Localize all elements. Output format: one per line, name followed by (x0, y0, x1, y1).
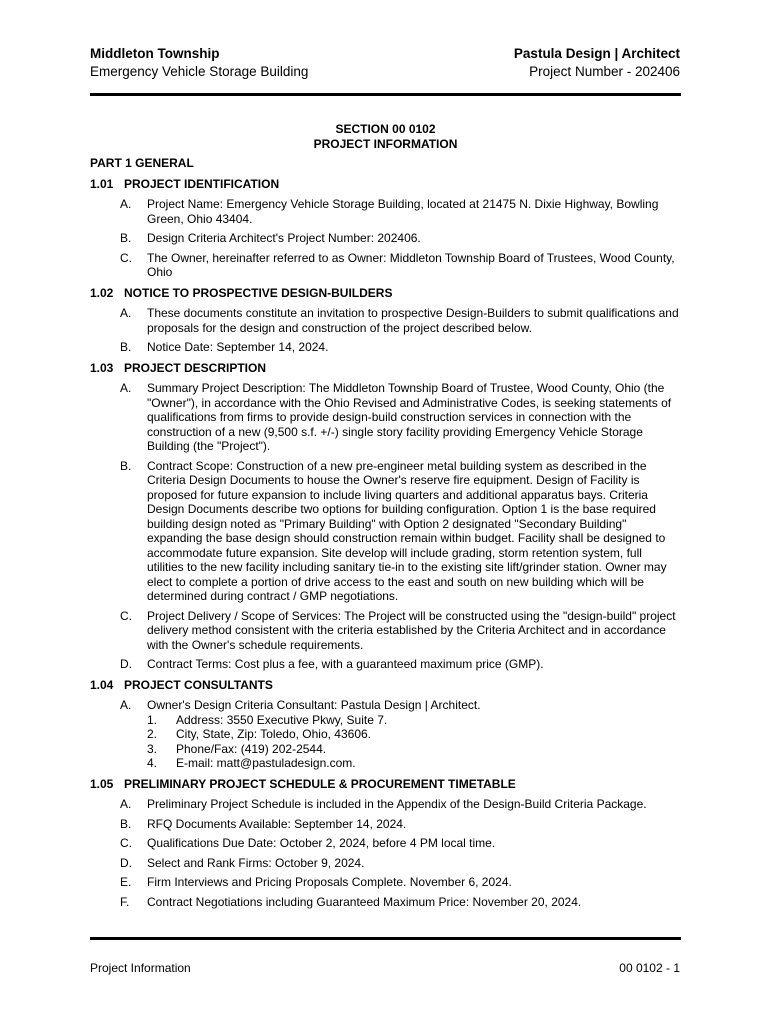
sub-item-text: Phone/Fax: (419) 202-2544. (176, 741, 327, 756)
section-title: PROJECT INFORMATION (313, 137, 458, 151)
article-heading (90, 777, 681, 792)
item-text: Contract Scope: Construction of a new pre-engineer metal building system as described in the Criteria Design Documents to house the Owner's reserve fire equipment. Design of Facility is proposed for future expansion to include living quarters and additional apparatus bays. Criteria Design Documents describe two options for building configuration. Option 1 is the base required building design noted as "Primary Building" with Option 2 designated "Secondary Building" expanding the base design should construction remain within budget. Facility shall be designed to accommodate future expansion. Site develop will include grading, storm retention system, full utilities to the new facility including sanitary tie-in to the existing site lift/grinder station. Owner may elect to complete a portion of drive access to the east and south on new building which will be determined during contract / GMP negotiations. (147, 458, 667, 603)
item-text: Design Criteria Architect's Project Number: 202406. (147, 231, 421, 245)
section-number: SECTION 00 0102 (335, 122, 436, 136)
article-title: PROJECT CONSULTANTS (124, 677, 273, 692)
item-letter: C. (120, 836, 132, 850)
list-item (90, 657, 681, 672)
item-text: Contract Terms: Cost plus a fee, with a guaranteed maximum price (GMP). (147, 657, 544, 671)
article-title: PROJECT DESCRIPTION (124, 360, 267, 375)
article-item-list (90, 797, 681, 909)
sub-list-item (147, 727, 681, 742)
item-letter: B. (120, 340, 132, 354)
article-title: PRELIMINARY PROJECT SCHEDULE & PROCUREMENT TIMETABLE (124, 776, 516, 791)
list-item (90, 231, 681, 246)
list-item (90, 306, 681, 335)
item-letter: E. (120, 875, 132, 889)
sub-list-item (147, 713, 681, 728)
footer-rule (90, 937, 681, 940)
item-text: Contract Negotiations including Guaranteed Maximum Price: November 20, 2024. (147, 894, 582, 909)
sub-item-text: City, State, Zip: Toledo, Ohio, 43606. (176, 727, 371, 741)
item-letter: D. (120, 657, 132, 671)
item-letter: A. (120, 381, 132, 395)
item-letter: D. (120, 855, 132, 870)
item-letter: C. (120, 250, 132, 265)
article-number: 1.04 (90, 677, 114, 692)
section-heading (90, 122, 681, 152)
sub-list-item (147, 742, 681, 757)
list-item (90, 251, 681, 280)
header-project-number: Project Number - 202406 (529, 64, 680, 79)
item-text: Project Name: Emergency Vehicle Storage Building, located at 21475 N. Dixie Highway, Bowling Green, Ohio 43404. (147, 197, 659, 226)
item-text: Owner's Design Criteria Consultant: Pastula Design | Architect. (147, 698, 481, 712)
list-item (90, 340, 681, 355)
item-text: Preliminary Project Schedule is included in the Appendix of the Design-Build Criteria Package. (147, 797, 647, 811)
list-item (90, 698, 681, 771)
list-item (90, 856, 681, 871)
article-item-list (90, 306, 681, 355)
header-project-name: Emergency Vehicle Storage Building (90, 64, 309, 79)
article-heading (90, 678, 681, 693)
list-item (90, 797, 681, 812)
item-text: The Owner, hereinafter referred to as Owner: Middleton Township Board of Trustees, Wood County, Ohio (147, 250, 675, 279)
article-number: 1.01 (90, 176, 114, 191)
article-item-list (90, 698, 681, 771)
item-letter: A. (120, 698, 132, 712)
article-item-list (90, 197, 681, 280)
item-letter: A. (120, 797, 132, 811)
item-text: Project Delivery / Scope of Services: The Project will be constructed using the "design-build" project delivery method consistent with the criteria established by the Criteria Architect and in accordance with the Owner's schedule requirements. (147, 608, 676, 652)
item-letter: A. (120, 306, 132, 320)
article-heading (90, 361, 681, 376)
sub-item-number: 1. (147, 712, 158, 727)
item-text: Notice Date: September 14, 2024. (147, 340, 329, 354)
item-text: These documents constitute an invitation to prospective Design-Builders to submit qualifications and proposals for the design and construction of the project described below. (147, 306, 679, 335)
item-letter: C. (120, 608, 132, 623)
item-text: Summary Project Description: The Middleton Township Board of Trustee, Wood County, Ohio (the "Owner"), in accordance with the Ohio Revised and Administrative Codes, is seeking statements of qualifications from firms to provide design-build construction services in connection with the construction of a new (9,500 s.f. +/-) single story facility providing Emergency Vehicle Storage Building (the "Project"). (147, 381, 672, 453)
document-body (90, 156, 681, 915)
article-heading (90, 286, 681, 301)
footer-section-title: Project Information (90, 961, 191, 975)
article-heading (90, 177, 681, 192)
header-rule (90, 93, 681, 96)
item-text: Select and Rank Firms: October 9, 2024. (147, 855, 365, 870)
item-letter: F. (120, 894, 130, 909)
item-text: Firm Interviews and Pricing Proposals Complete. November 6, 2024. (147, 875, 512, 889)
sub-item-number: 4. (147, 756, 158, 770)
part-heading: PART 1 GENERAL (90, 156, 194, 170)
article-number: 1.02 (90, 285, 114, 300)
item-letter: B. (120, 231, 132, 245)
sub-item-text: Address: 3550 Executive Pkwy, Suite 7. (176, 712, 388, 727)
item-letter: B. (120, 816, 132, 831)
sub-item-list (147, 713, 681, 771)
list-item (90, 817, 681, 832)
item-text: RFQ Documents Available: September 14, 2024. (147, 816, 407, 831)
list-item (90, 609, 681, 653)
header-owner-name: Middleton Township (90, 46, 220, 61)
article-title: NOTICE TO PROSPECTIVE DESIGN-BUILDERS (124, 285, 393, 300)
sub-item-number: 3. (147, 741, 158, 756)
item-letter: B. (120, 458, 132, 473)
list-item (90, 875, 681, 890)
list-item (90, 381, 681, 454)
article-title: PROJECT IDENTIFICATION (124, 176, 280, 191)
footer-page-number: 00 0102 - 1 (619, 961, 680, 975)
sub-list-item (147, 756, 681, 771)
sub-item-number: 2. (147, 727, 158, 741)
list-item (90, 836, 681, 851)
item-text: Qualifications Due Date: October 2, 2024, before 4 PM local time. (147, 836, 496, 850)
header-architect-name: Pastula Design | Architect (513, 46, 680, 61)
article-number: 1.05 (90, 776, 114, 791)
list-item (90, 895, 681, 910)
list-item (90, 197, 681, 226)
article-item-list (90, 381, 681, 672)
sub-item-text: E-mail: matt@pastuladesign.com. (176, 756, 356, 770)
list-item (90, 459, 681, 604)
article-number: 1.03 (90, 360, 114, 375)
item-letter: A. (120, 197, 132, 211)
